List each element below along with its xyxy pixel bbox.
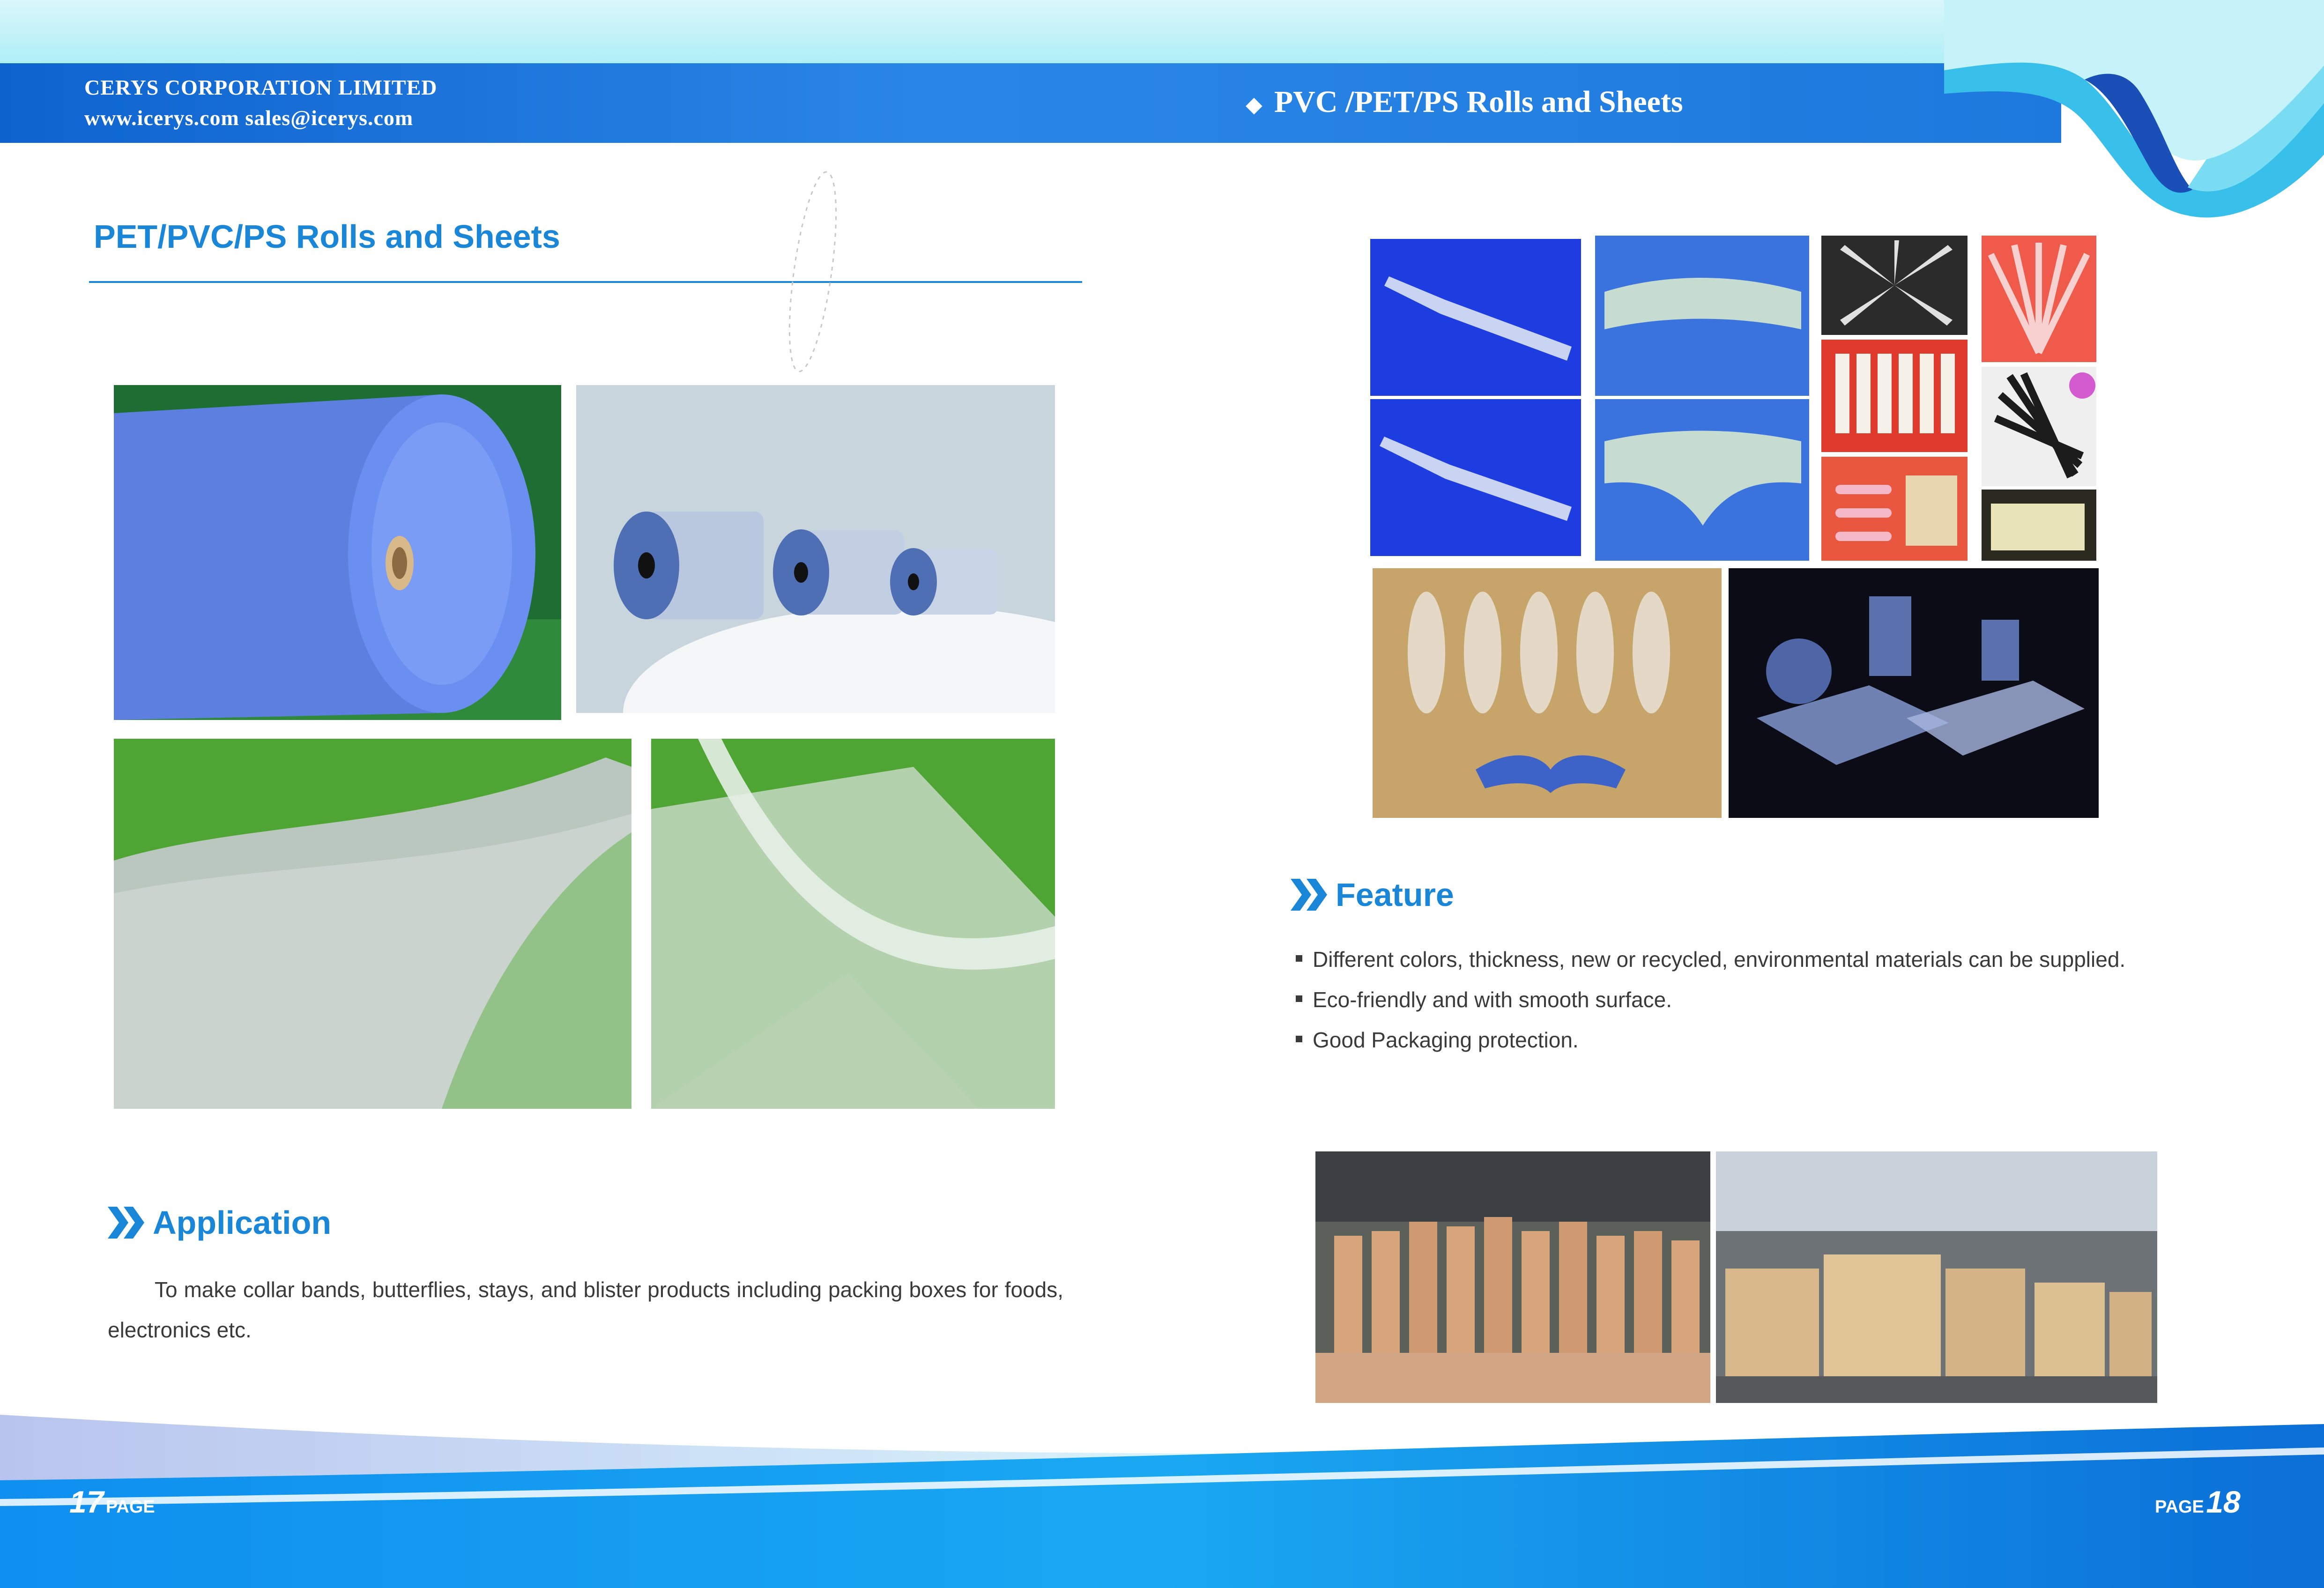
photo-collar-stay-blue-1 [1370,239,1581,396]
header-section-title-text: PVC /PET/PS Rolls and Sheets [1274,85,1683,119]
photo-blue-film-roll [114,385,561,720]
page-word: PAGE [2155,1497,2204,1517]
page-word: PAGE [105,1497,155,1517]
photo-warehouse-rolls [1315,1151,1710,1403]
page-title: PET/PVC/PS Rolls and Sheets [94,218,560,255]
header-wave-decoration [1944,0,2324,220]
photo-blister-trays-brown [1373,568,1722,818]
page-number: 18 [2206,1484,2241,1519]
photo-warehouse-boxes [1716,1151,2157,1403]
page-number: 17 [69,1484,104,1519]
photo-stays-red [1821,340,1968,452]
application-heading [108,1204,331,1241]
company-name: CERYS CORPORATION LIMITED [84,75,438,99]
feature-item: Good Packaging protection. [1293,1020,2183,1060]
photo-butterfly-piece-1 [1595,236,1809,396]
photo-clear-sheet [651,739,1055,1109]
photo-stays-packed [1982,490,2096,561]
photo-stays-dark [1821,236,1968,335]
feature-heading-text: Feature [1336,876,1454,913]
feature-item: Eco-friendly and with smooth surface. [1293,980,2183,1020]
photo-stays-pink [1821,457,1968,561]
feature-item: Different colors, thickness, new or recycled, environmental materials can be supplied. [1293,939,2183,980]
double-chevron-icon [1291,879,1329,911]
header-section-title [1246,84,1683,120]
photo-stays-black-fan [1982,367,2096,486]
photo-collar-stay-blue-2 [1370,399,1581,556]
title-underline [89,281,1082,283]
feature-list [1293,939,2183,1060]
footer-wave [0,1396,2324,1588]
page-number-left [69,1484,155,1520]
contact-info: www.icerys.com sales@icerys.com [84,106,414,130]
dashed-oval-decoration [773,169,853,375]
diamond-icon: ◆ [1246,93,1262,117]
photo-frosted-sheet [114,739,631,1109]
photo-butterfly-piece-2 [1595,399,1809,561]
page-number-right [2155,1484,2241,1520]
feature-heading [1291,876,1454,913]
photo-stays-pink-fan [1982,236,2096,362]
application-text: To make collar bands, butterflies, stays, and blister products including packing boxes for foods, electronics etc. [108,1277,1063,1342]
double-chevron-icon [108,1207,146,1239]
photo-clear-film-rolls [576,385,1055,713]
photo-blister-trays-dark [1729,568,2099,818]
application-heading-text: Application [153,1204,332,1241]
